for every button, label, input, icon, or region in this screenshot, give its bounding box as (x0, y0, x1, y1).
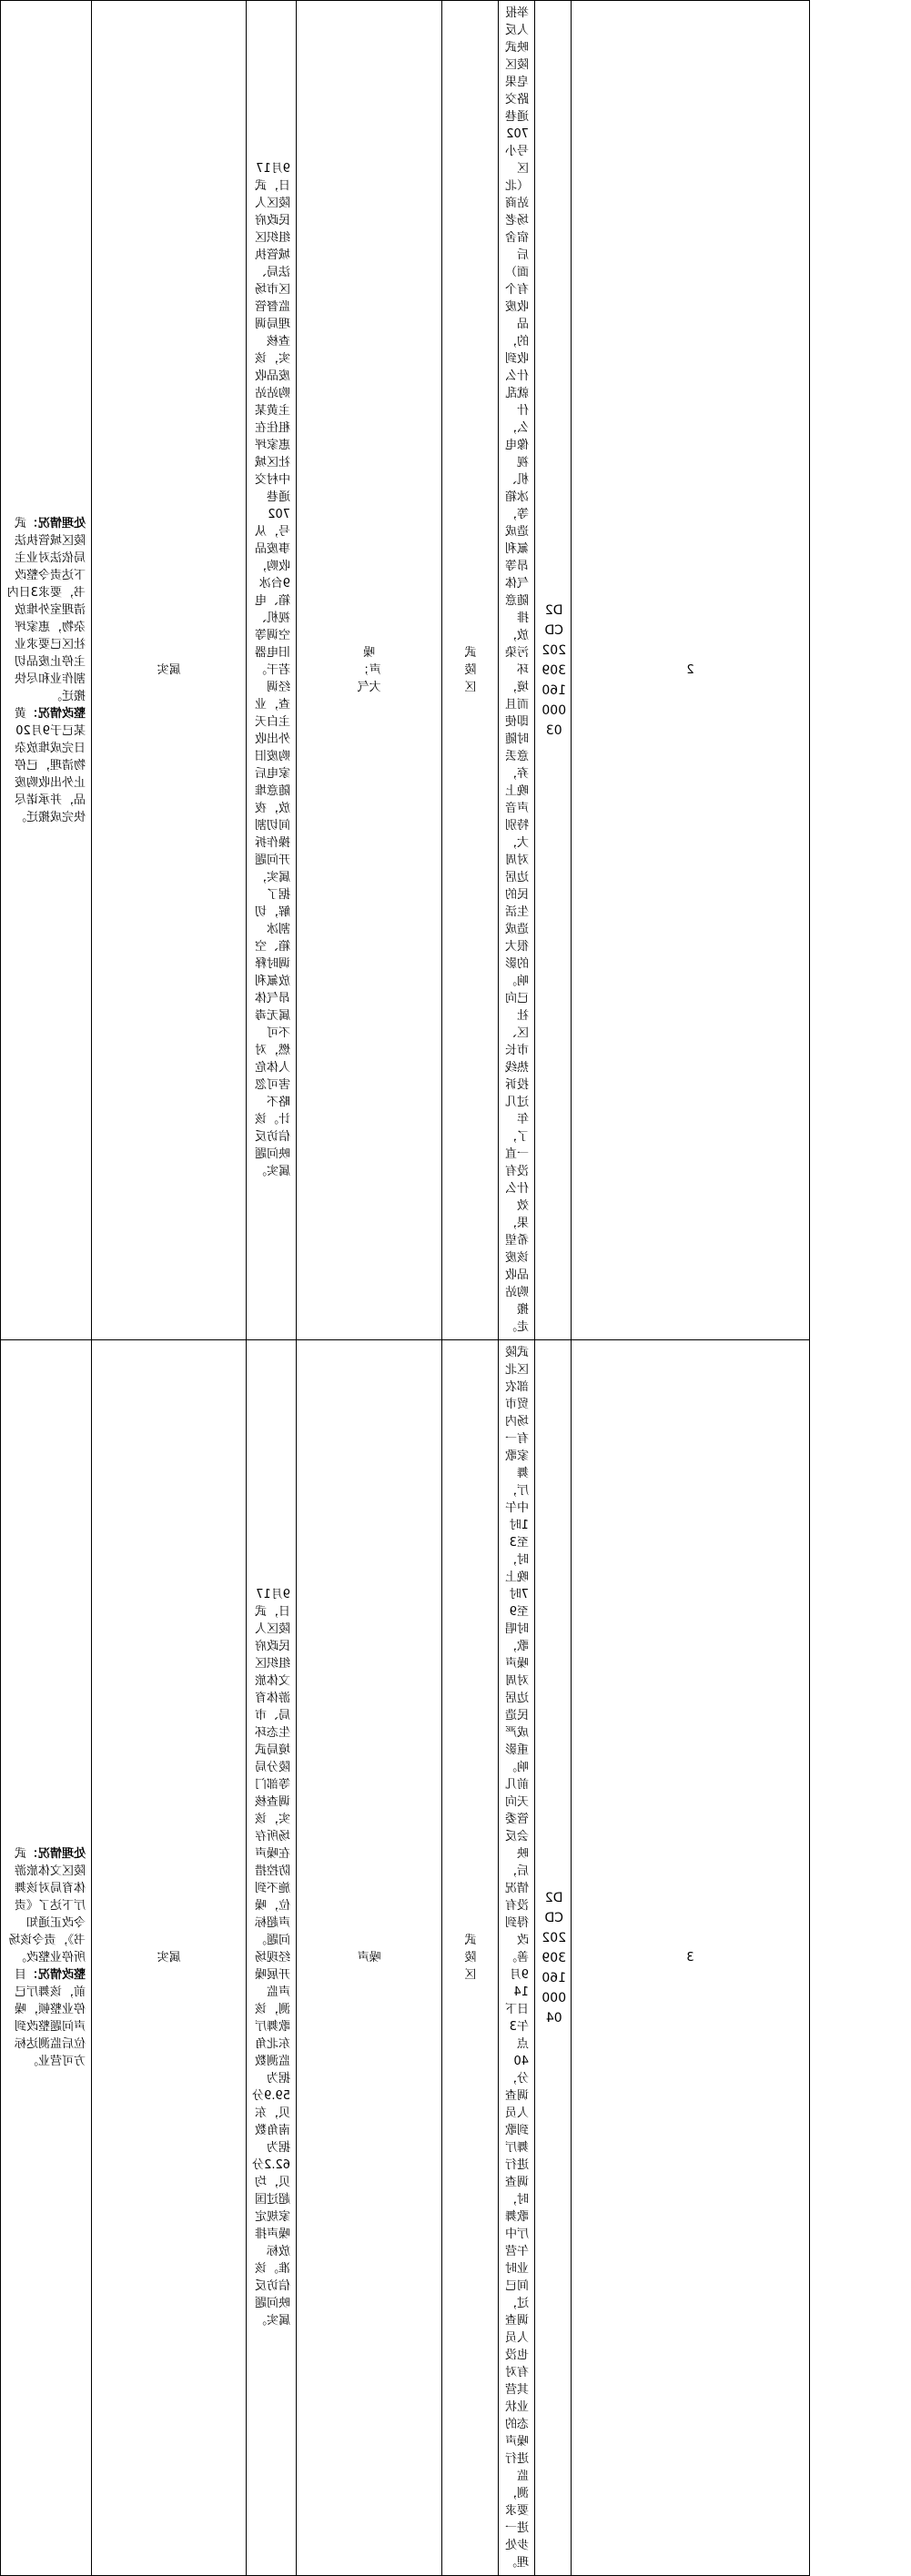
handling-label: 处理情况： (25, 1847, 86, 1861)
rectification-label: 整改情况： (25, 706, 86, 721)
pollution-type-cell (297, 1340, 442, 2576)
findings-cell (247, 1340, 297, 2576)
handling-text: 武陵区文体旅游体育局对该舞厅下达了《责令改正通知书》，责令该场所停业整改。 (8, 1847, 86, 1965)
row-number: 2 (686, 663, 694, 677)
row-number-cell (572, 1, 810, 1340)
verdict-cell (92, 1, 247, 1340)
findings-text: 9月17日，武陵区人民政府组织区文体旅游体育局、市生态环境局武陵分局等部门调查核实，该场所存在噪声防控措施不到位，噪声超标问题。经现场开展噪声监测，该歌舞厅东北角监测数据为59.9分贝，东南角数据为62.2分贝，均超过国家规定噪声排放标准。该信访反映问题属实。 (252, 1588, 290, 2328)
complaint-text: 武陵区北部农贸市场内有一家歌舞厅，中午1时至3时，晚上7时至9时唱歌，噪声对周边居民造成严重影响。前几天向管委会反映后，情况没有得到改善。9月14日下午3点40分，调查人员到歌舞厅进行调查时，歌舞厅中午营业时间已过，调查人员也没有对其营业状态的噪声进行监测，要求进一步处理。 (504, 1346, 529, 2570)
handling-label: 处理情况： (25, 516, 86, 530)
complaint-code: D2CD20230916000003 (542, 602, 567, 738)
complaint-text: 举报人反映武陵区皂果路交通巷702号小区（北站商场老宿舍后面）有个收废品的，收到什么就乱什么，像电视机、冰箱等，造成氟利昂等气体随意排放，污染环境，而且即使时随意丢弃，晚上声音特别大，对周边居民的生活造成很大的影响。已向社区、市长热线投诉过几年了，一直没有什么效果，希望该废品收购站搬走。 (504, 6, 529, 1334)
verdict-text: 属实 (157, 663, 181, 677)
district-text: 武陵区 (464, 1934, 477, 1982)
complaint-code: D2CD20230916000004 (542, 1890, 567, 2025)
verdict-text: 属实 (157, 1951, 181, 1965)
findings-cell (247, 1, 297, 1340)
code-cell (535, 1, 572, 1340)
findings-text: 9月17日，武陵区人民政府组织区城管执法局、区市场监督管理局调查核实，该废品收购站站主黄某租住在惠家坪社区城中村交通巷702号，从事废品收购，9台冰箱、电视机、空调等旧电器若干。经调查，业主白天外出收购废旧家电后随意堆放，夜间切割操作拆开问题属实，据了解，切割冰箱、空调时释放氟利昂气体属无毒不可燃，对人体危害可忽略不计。该信访反映问题属实。 (254, 162, 290, 1178)
verdict-cell (92, 1340, 247, 2576)
handling-text: 武陵区城管执法局依法对业主下达责令整改书，要求3日内清理室外堆放杂物，惠家坪社区已要求业主停止废品切割作业和尽快搬迁。 (6, 516, 86, 703)
row-number-cell (572, 1340, 810, 2576)
rectification-label: 整改情况： (25, 1968, 86, 1982)
district-cell (442, 1340, 499, 2576)
complaint-cell (499, 1340, 535, 2576)
rectification-text: 黄某已于9月20日完成堆放杂物清理，已停止外出收购废品，并承诺尽快完成搬迁。 (14, 706, 86, 824)
complaint-cell (499, 1, 535, 1340)
pollution-type-text: 噪声 (357, 1951, 381, 1965)
handling-cell (1, 1340, 92, 2576)
rectification-text: 目前，该舞厅已停业整顿，噪声问题整改到位后监测达标方可营业。 (14, 1968, 86, 2068)
pollution-type-text: 噪声；大气 (357, 646, 381, 694)
table-row (1, 1340, 911, 2576)
district-text: 武陵区 (464, 646, 477, 694)
code-cell (535, 1340, 572, 2576)
pollution-type-cell (297, 1, 442, 1340)
row-number: 3 (686, 1951, 694, 1965)
district-cell (442, 1, 499, 1340)
handling-cell (1, 1, 92, 1340)
table-row (1, 1, 911, 1340)
